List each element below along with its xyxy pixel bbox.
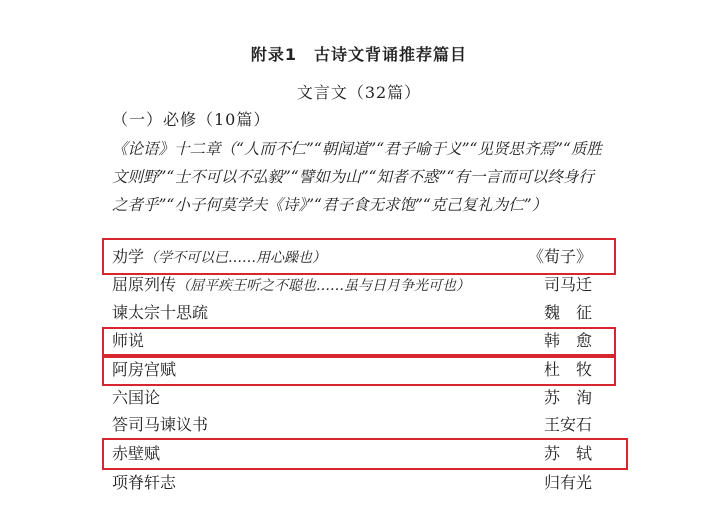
item-title: 屈原列传 bbox=[112, 275, 177, 294]
list-item bbox=[112, 271, 602, 299]
item-title: 谏太宗十思疏 bbox=[112, 303, 209, 322]
item-author: 苏洵 bbox=[543, 388, 608, 407]
item-author: 归有光 bbox=[543, 473, 592, 492]
item-author: 司马迁 bbox=[543, 275, 592, 294]
item-note: （屈平疾王听之不聪也……虽与日月争光可也） bbox=[176, 278, 471, 294]
list-item bbox=[112, 243, 602, 271]
list-item bbox=[112, 356, 608, 384]
item-title: 赤壁赋 bbox=[112, 444, 161, 463]
list-item bbox=[112, 384, 608, 412]
page-title: 附录1 古诗文背诵推荐篇目 bbox=[250, 45, 468, 64]
item-note: （学不可以已……用心躁也） bbox=[144, 250, 327, 266]
list-item bbox=[112, 469, 602, 497]
item-author: 王安石 bbox=[543, 415, 592, 434]
item-author: 韩愈 bbox=[543, 331, 608, 350]
list-item bbox=[112, 299, 608, 327]
list-item bbox=[112, 440, 608, 468]
section-heading: （一）必修（10篇） bbox=[112, 110, 271, 129]
item-author: 《荀子》 bbox=[527, 247, 592, 266]
item-title: 项脊轩志 bbox=[112, 473, 177, 492]
item-title: 答司马谏议书 bbox=[112, 415, 209, 434]
item-author: 杜牧 bbox=[543, 360, 608, 379]
section-subtitle: 文言文（32篇） bbox=[296, 83, 422, 102]
list-item bbox=[112, 327, 608, 355]
list-item bbox=[112, 411, 602, 439]
item-title: 师说 bbox=[112, 331, 145, 350]
item-title: 阿房宫赋 bbox=[112, 360, 177, 379]
item-author: 魏征 bbox=[543, 303, 608, 322]
lunyu-entry: 《论语》十二章（“人而不仁”“朝闻道”“君子喻于义”“见贤思齐焉”“质胜文则野”“士不可以不弘毅”“譬如为山”“知者不惑”“有一言而可以终身行之者乎”“小子何莫学夫《诗》”“君子食无求饱”“克己复礼为仁”） bbox=[112, 140, 602, 214]
item-title: 六国论 bbox=[112, 388, 161, 407]
item-title: 劝学 bbox=[112, 247, 145, 266]
item-author: 苏轼 bbox=[543, 444, 608, 463]
